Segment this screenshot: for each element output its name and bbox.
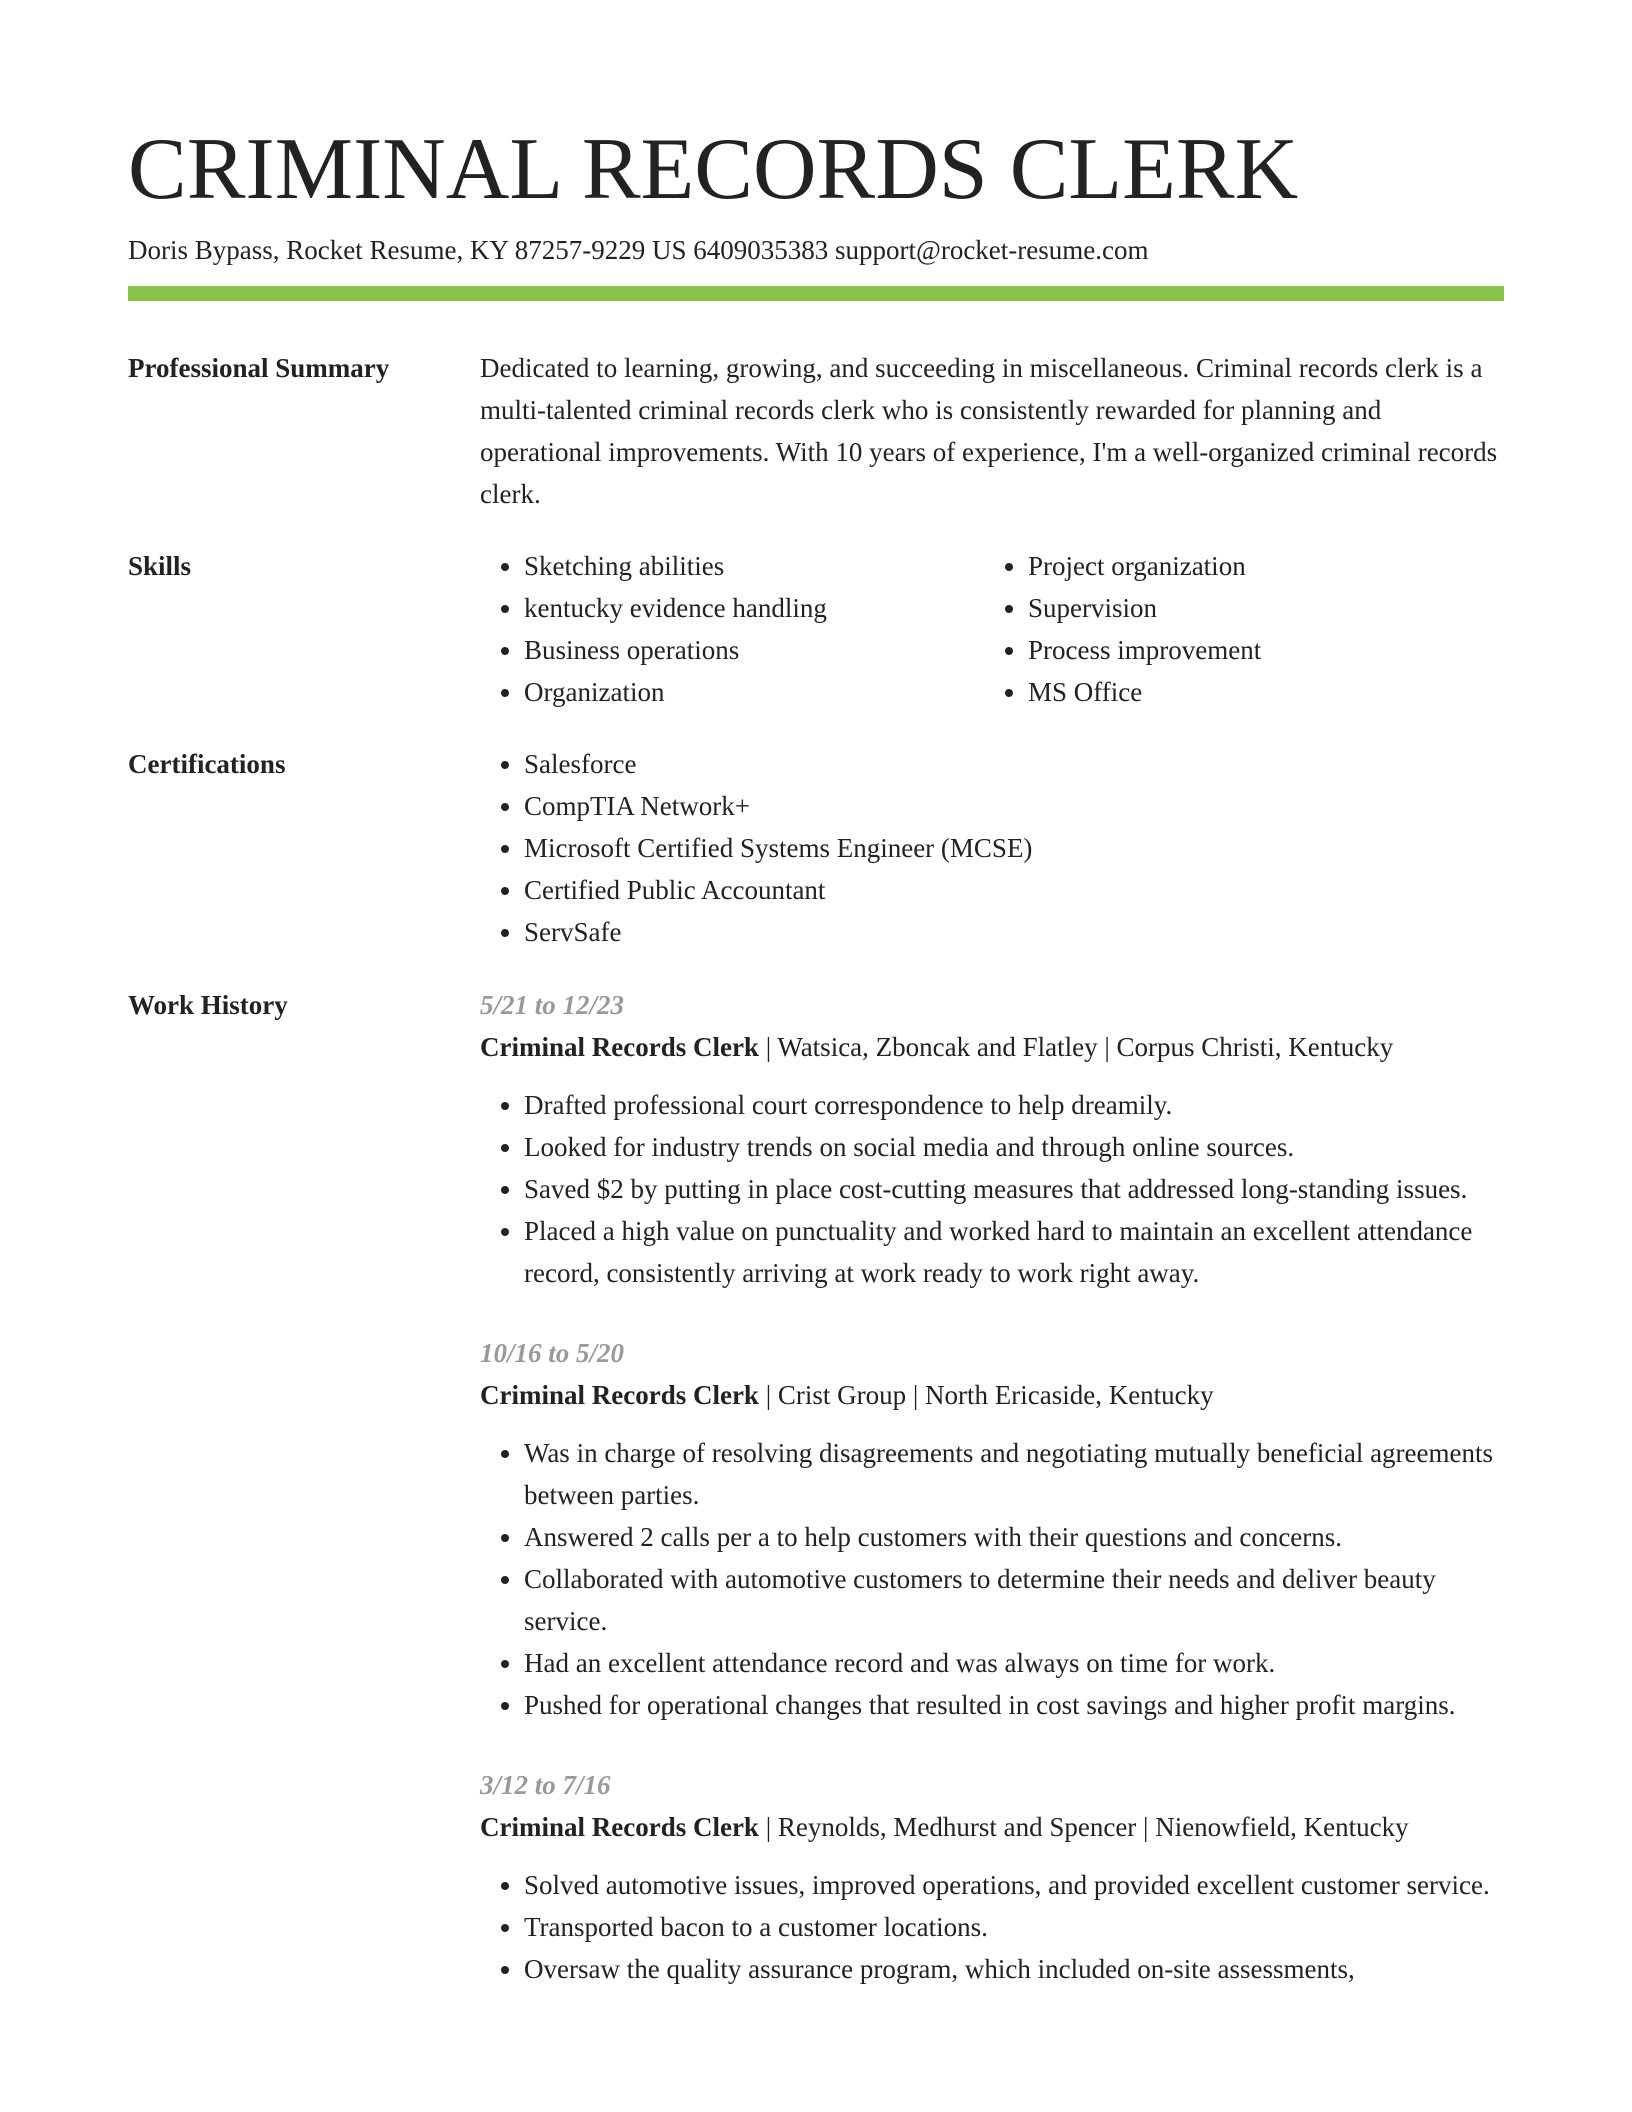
skill-item: • Process improvement (1028, 629, 1548, 671)
certifications-content (480, 743, 1504, 953)
job-bullet: • Transported bacon to a customer locations. (524, 1906, 1504, 1948)
job-company: Watsica, Zboncak and Flatley (777, 1032, 1098, 1062)
job-dates: 5/21 to 12/23 (480, 990, 625, 1020)
job-title: Criminal Records Clerk (480, 1380, 759, 1410)
work-history-content (480, 984, 1504, 1990)
certification-item: • CompTIA Network+ (524, 785, 1504, 827)
certification-item: • ServSafe (524, 911, 1504, 953)
summary-content (480, 347, 1504, 515)
skill-item: • MS Office (1028, 671, 1548, 713)
job-bullet: • Had an excellent attendance record and was always on time for work. (524, 1642, 1504, 1684)
job-bullet: • Pushed for operational changes that resulted in cost savings and higher profit margins. (524, 1684, 1504, 1726)
certification-item: • Certified Public Accountant (524, 869, 1504, 911)
skill-item: • Sketching abilities (524, 545, 984, 587)
job-location: Corpus Christi, Kentucky (1116, 1032, 1394, 1062)
summary-label: Professional Summary (128, 353, 390, 383)
skills-list-left (480, 545, 984, 713)
job-bullets (480, 1432, 1504, 1726)
job-location: Nienowfield, Kentucky (1155, 1812, 1409, 1842)
job-heading (480, 1806, 1504, 1848)
job-bullet: • Solved automotive issues, improved operations, and provided excellent customer service. (524, 1864, 1504, 1906)
job-separator: | (758, 1380, 778, 1410)
skills-label: Skills (128, 551, 192, 581)
job-bullet: • Looked for industry trends on social media and through online sources. (524, 1126, 1504, 1168)
job-entry (480, 1332, 1504, 1726)
job-location: North Ericaside, Kentucky (925, 1380, 1214, 1410)
certifications-label: Certifications (128, 749, 286, 779)
job-bullets (480, 1084, 1504, 1294)
summary-text: Dedicated to learning, growing, and succeeding in miscellaneous. Criminal records clerk is a multi-talented criminal records clerk who is consistently rewarded for planning and operational improvements. With 10 years of experience, I'm a well-organized criminal records clerk. (480, 353, 1498, 509)
certifications-list (480, 743, 1504, 953)
contact-line: Doris Bypass, Rocket Resume, KY 87257-9229 US 6409035383 support@rocket-resume.com (128, 235, 1149, 265)
job-bullet: • Drafted professional court correspondence to help dreamily. (524, 1084, 1504, 1126)
job-separator: | (1136, 1812, 1156, 1842)
job-bullet: • Was in charge of resolving disagreements and negotiating mutually beneficial agreements between parties. (524, 1432, 1504, 1516)
job-company: Crist Group (777, 1380, 907, 1410)
skill-item: • Organization (524, 671, 984, 713)
skill-item: • Project organization (1028, 545, 1548, 587)
resume-name-heading: CRIMINAL RECORDS CLERK (128, 121, 1299, 218)
job-title: Criminal Records Clerk (480, 1032, 759, 1062)
job-company: Reynolds, Medhurst and Spencer (777, 1812, 1137, 1842)
job-bullet: • Oversaw the quality assurance program, which included on-site assessments, (524, 1948, 1504, 1990)
job-bullets (480, 1864, 1504, 1990)
job-heading (480, 1026, 1504, 1068)
skill-item: • Supervision (1028, 587, 1548, 629)
job-heading (480, 1374, 1504, 1416)
skills-list-right (984, 545, 1548, 713)
job-dates: 3/12 to 7/16 (480, 1770, 611, 1800)
work-history-label: Work History (128, 990, 288, 1020)
job-entry (480, 984, 1504, 1294)
job-bullet: • Answered 2 calls per a to help customers with their questions and concerns. (524, 1516, 1504, 1558)
job-separator: | (1097, 1032, 1117, 1062)
job-dates: 10/16 to 5/20 (480, 1338, 625, 1368)
job-entry (480, 1764, 1504, 1990)
certification-item: • Microsoft Certified Systems Engineer (MCSE) (524, 827, 1504, 869)
certification-item: • Salesforce (524, 743, 1504, 785)
job-bullet: • Collaborated with automotive customers to determine their needs and deliver beauty service. (524, 1558, 1504, 1642)
job-bullet: • Placed a high value on punctuality and worked hard to maintain an excellent attendance record, consistently arriving at work ready to work right away. (524, 1210, 1504, 1294)
job-separator: | (758, 1032, 778, 1062)
skill-item: • kentucky evidence handling (524, 587, 984, 629)
skills-content (480, 545, 1504, 713)
job-separator: | (758, 1812, 778, 1842)
job-bullet: • Saved $2 by putting in place cost-cutting measures that addressed long-standing issues. (524, 1168, 1504, 1210)
job-title: Criminal Records Clerk (480, 1812, 759, 1842)
header-accent-rule (128, 286, 1504, 301)
skill-item: • Business operations (524, 629, 984, 671)
job-separator: | (906, 1380, 926, 1410)
